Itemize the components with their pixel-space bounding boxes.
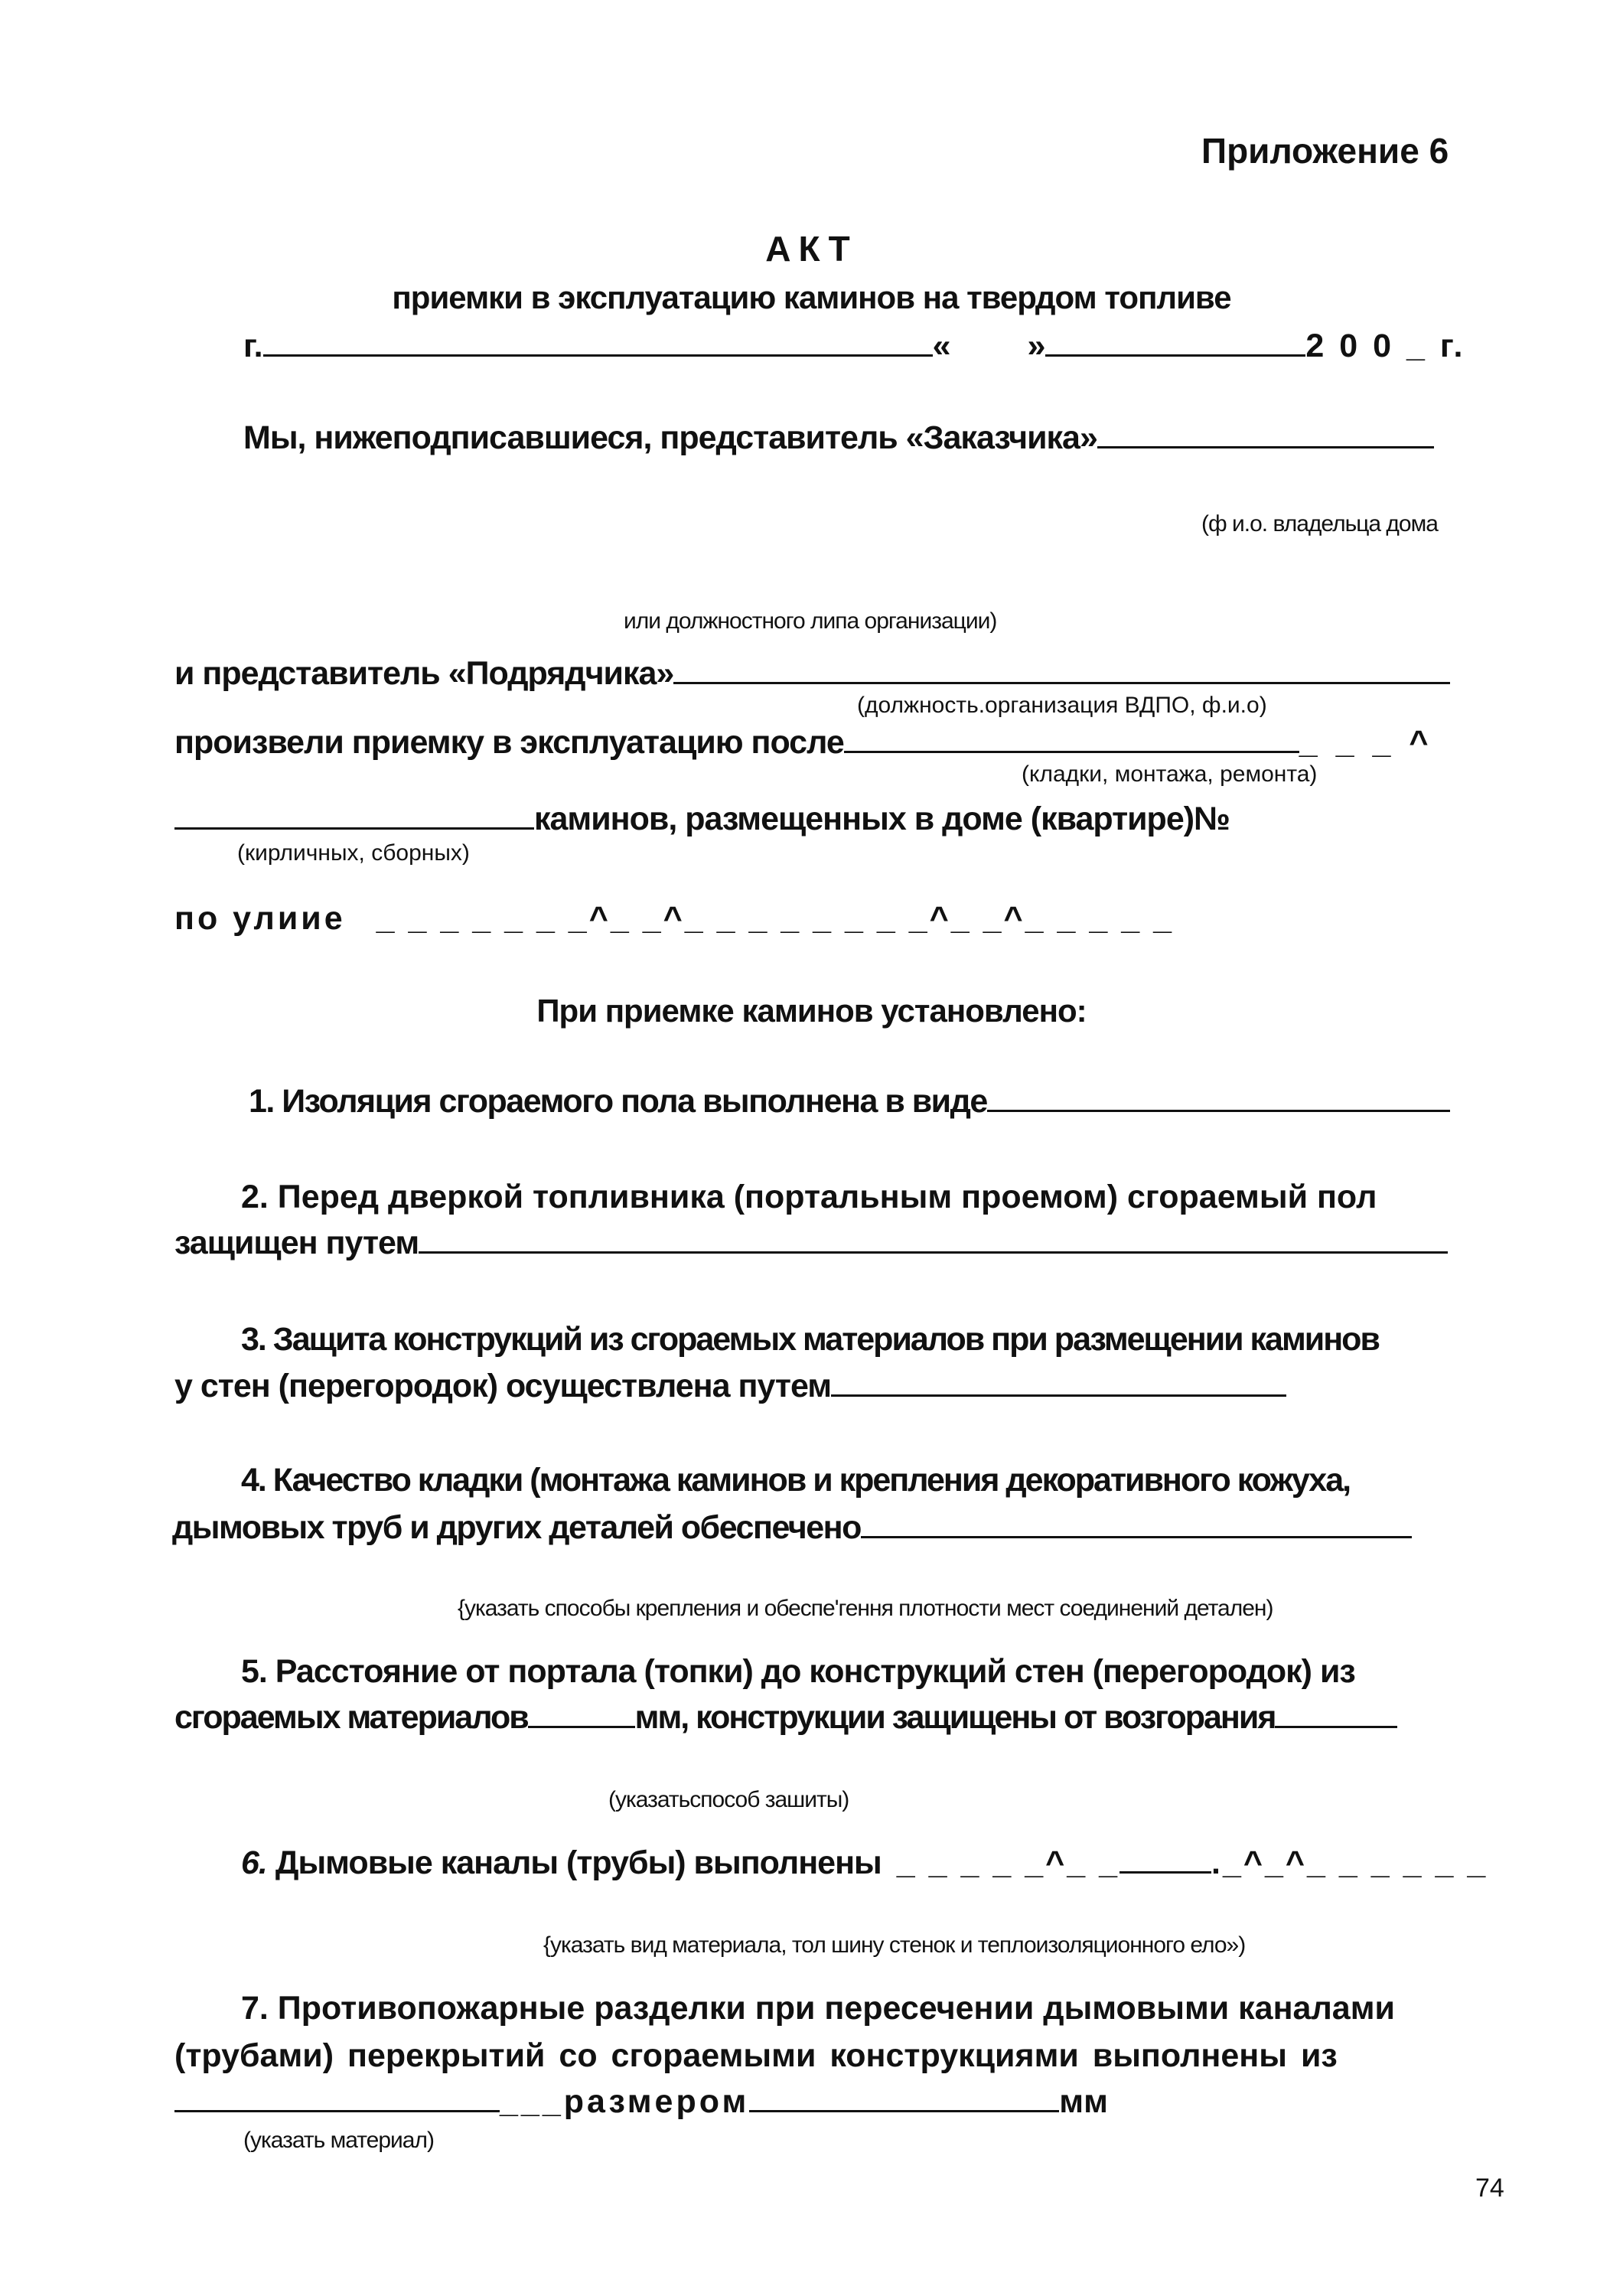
fireplaces-caption: (кирличных, сборных) bbox=[237, 840, 470, 866]
accepted-caption: (кладки, монтажа, ремонта) bbox=[1022, 762, 1318, 787]
customer-caption-1: (ф и.о. владельца дома bbox=[1201, 511, 1438, 536]
page-number: 74 bbox=[1475, 2174, 1504, 2203]
item-7-line-3: ___размером мм bbox=[174, 2083, 1108, 2121]
customer-line: Мы, нижеподписавшиеся, представитель «Заказчика» bbox=[243, 419, 1434, 457]
document-subtitle: приемки в эксплуатацию каминов на твердом топливе bbox=[392, 279, 1231, 315]
item-3-line-1: 3. Защита конструкций из сгораемых материалов при размещении каминов bbox=[241, 1321, 1379, 1358]
quote-open: « bbox=[932, 328, 951, 364]
item-4-caption: {указать способы крепления и обеспе'гення плотности мест соединений детален) bbox=[458, 1596, 1273, 1621]
item-4-line-2: дымовых труб и других деталей обеспечено bbox=[172, 1509, 1412, 1547]
year-field: 2 0 0 _ г. bbox=[1305, 328, 1466, 364]
established-heading: При приемке каминов установлено: bbox=[536, 993, 1087, 1029]
item-7-line-2: (трубами) перекрытий со сгораемыми конструкциями выполнены из bbox=[174, 2037, 1338, 2074]
item-2-line-1: 2. Перед дверкой топливника (портальным проемом) сгораемый пол bbox=[241, 1179, 1377, 1215]
customer-caption-2: или должностного липа организации) bbox=[624, 608, 997, 634]
fireplaces-line: каминов, размещенных в доме (квартире)№ bbox=[174, 801, 1230, 838]
quote-close: » bbox=[1027, 328, 1046, 364]
item-6: 6. Дымовые каналы (трубы) выполнены _ _ _ _ _^_ _ ._^_^_ _ _ _ _ _ bbox=[241, 1844, 1488, 1881]
contractor-caption: (должность.организация ВДПО, ф.и.о) bbox=[857, 693, 1267, 718]
appendix-label: Приложение 6 bbox=[1201, 131, 1449, 171]
item-5-line-2: сгораемых материалов мм, конструкции защищены от возгорания bbox=[174, 1699, 1397, 1737]
item-6-caption: {указать вид материала, тол шину стенок и теплоизоляционного ело») bbox=[543, 1932, 1246, 1958]
item-5-line-1: 5. Расстояние от портала (топки) до конструкций стен (перегородок) из bbox=[241, 1653, 1355, 1690]
accepted-line: произвели приемку в эксплуатацию после _ _ _ ^ bbox=[174, 724, 1433, 761]
item-2-line-2: защищен путем bbox=[174, 1225, 1448, 1262]
street-line: по улиие _ _ _ _ _ _ _^_ _^_ _ _ _ _ _ _ _^_ _^_ _ _ _ _ bbox=[174, 900, 1175, 937]
item-4-line-1: 4. Качество кладки (монтажа каминов и крепления декоративного кожуха, bbox=[241, 1462, 1351, 1499]
contractor-line: и представитель «Подрядчика» bbox=[174, 655, 1450, 693]
item-5-caption: (указатьспособ зашиты) bbox=[608, 1787, 849, 1812]
date-line bbox=[243, 328, 1464, 365]
item-3-line-2: у стен (перегородок) осуществлена путем bbox=[174, 1368, 1286, 1405]
item-7-caption: (указать материал) bbox=[243, 2128, 434, 2153]
item-1: 1. Изоляция сгораемого пола выполнена в виде bbox=[249, 1083, 1450, 1120]
city-prefix: г. bbox=[243, 328, 263, 364]
document-title: АКТ bbox=[765, 229, 858, 269]
item-7-line-1: 7. Противопожарные разделки при пересечении дымовыми каналами bbox=[241, 1990, 1395, 2027]
